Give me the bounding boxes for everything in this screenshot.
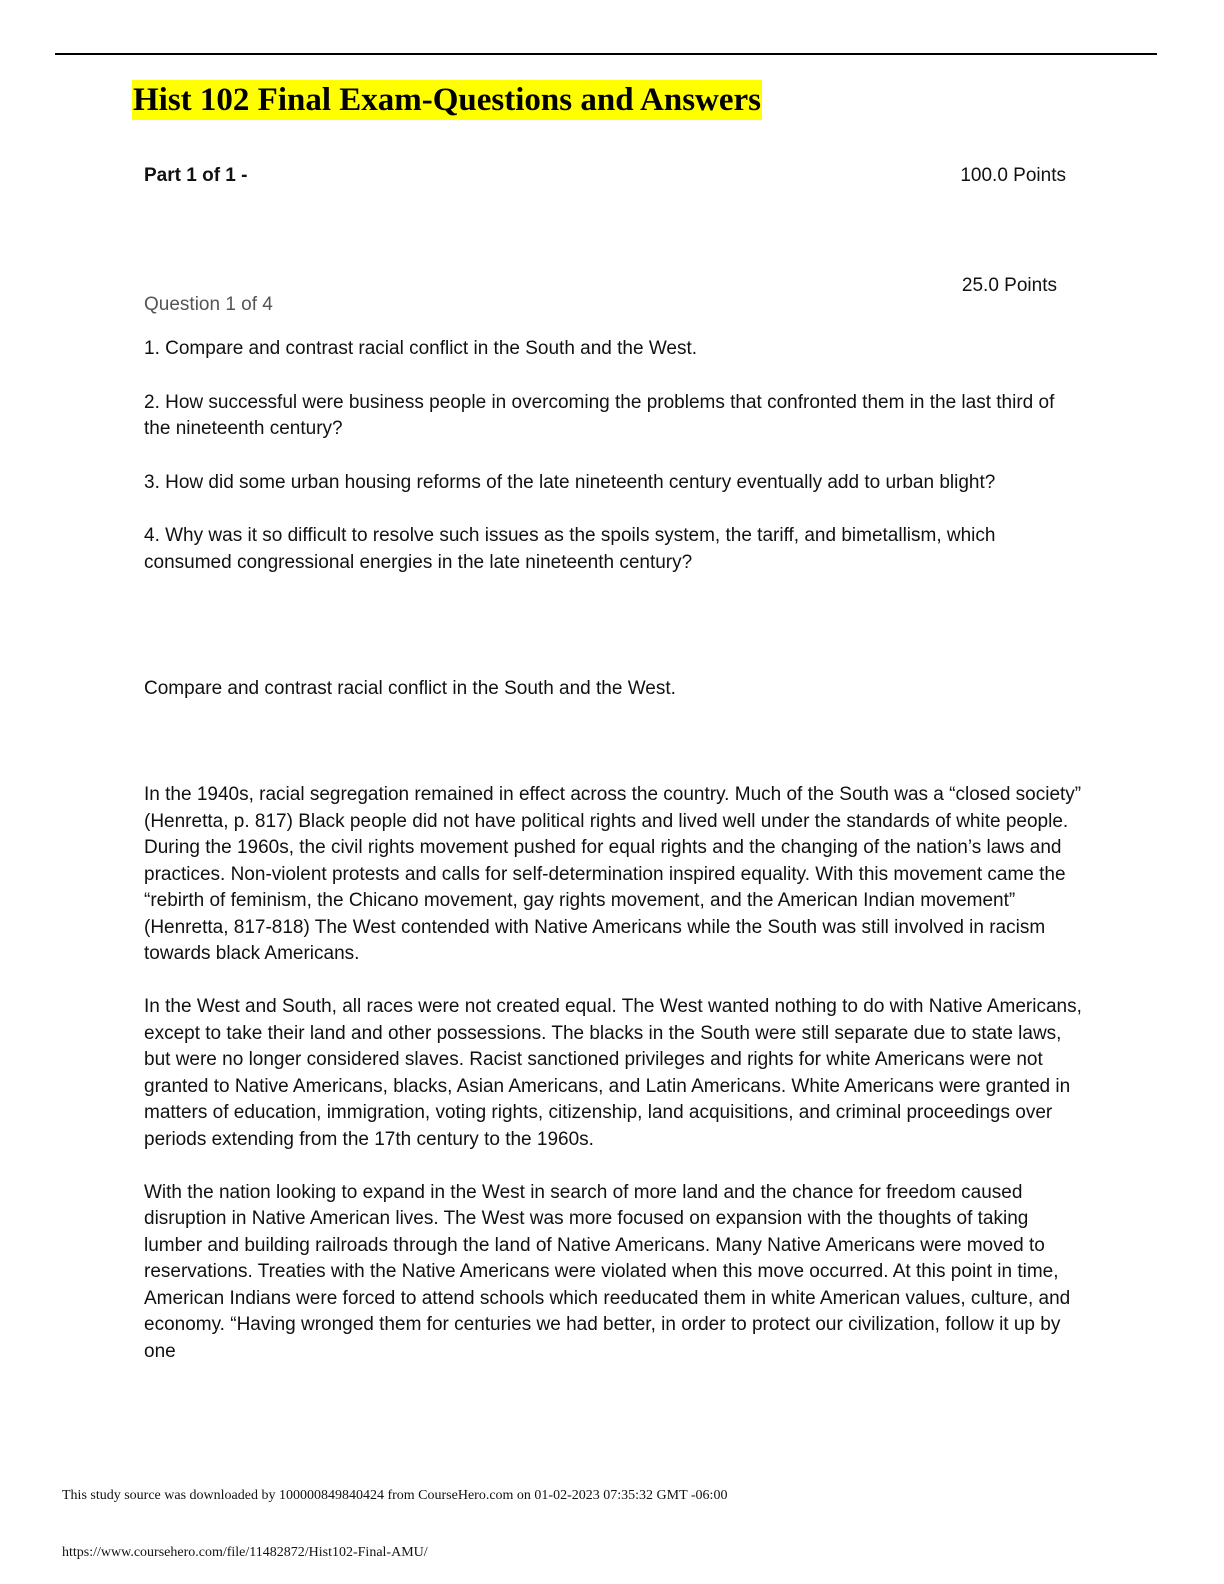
top-rule — [55, 53, 1157, 55]
footer-source-note: This study source was downloaded by 100000849840424 from CourseHero.com on 01-02-2023 07:35:32 GMT -06:00 — [62, 1488, 728, 1503]
answer-paragraph: In the West and South, all races were not created equal. The West wanted nothing to do with Native Americans, except to take their land and other possessions. The blacks in the South were still separate due to state laws, but were no longer considered slaves. Racist sanctioned privileges and rights for white Americans were not granted to Native Americans, blacks, Asian Americans, and Latin Americans. White Americans were granted in matters of education, immigration, voting rights, citizenship, land acquisitions, and criminal proceedings over periods extending from the 17th century to the 1960s. — [144, 996, 1082, 1150]
answer-heading: Compare and contrast racial conflict in the South and the West. — [144, 678, 676, 699]
question-item: 3. How did some urban housing reforms of the late nineteenth century eventually add to urban blight? — [144, 471, 996, 493]
question-item: 2. How successful were business people in overcoming the problems that confronted them in the last third of the nineteenth century? — [144, 391, 1055, 439]
question-label: Question 1 of 4 — [144, 294, 273, 315]
part-label: Part 1 of 1 - — [144, 165, 248, 186]
part-points: 100.0 Points — [960, 165, 1066, 186]
answer-paragraph: In the 1940s, racial segregation remained in effect across the country. Much of the South was a “closed society” (Henretta, p. 817) Black people did not have political rights and lived well under the standards of white people. During the 1960s, the civil rights movement pushed for equal rights and the changing of the nation’s laws and practices. Non-violent protests and calls for self-determination inspired equality. With this movement came the “rebirth of feminism, the Chicano movement, gay rights movement, and the American Indian movement” (Henretta, 817-818) The West contended with Native Americans while the South was still involved in racism towards black Americans. — [144, 784, 1082, 964]
question-item: 4. Why was it so difficult to resolve such issues as the spoils system, the tariff, and bimetallism, which consumed congressional energies in the late nineteenth century? — [144, 525, 996, 573]
question-points: 25.0 Points — [961, 275, 1057, 296]
document-title: Hist 102 Final Exam-Questions and Answers — [133, 82, 761, 118]
answer-paragraph: With the nation looking to expand in the West in search of more land and the chance for freedom caused disruption in Native American lives. The West was more focused on expansion with the thoughts of taking lumber and building railroads through the land of Native Americans. Many Native Americans were moved to reservations. Treaties with the Native Americans were violated when this move occurred. At this point in time, American Indians were forced to attend schools which reeducated them in white American values, culture, and economy. “Having wronged them for centuries we had better, in order to protect our civilization, follow it up by one — [144, 1181, 1071, 1362]
question-list — [144, 336, 1074, 603]
footer-url-link[interactable]: https://www.coursehero.com/file/11482872/Hist102-Final-AMU/ — [62, 1545, 428, 1560]
question-item: 1. Compare and contrast racial conflict in the South and the West. — [144, 338, 698, 359]
answer-body — [144, 782, 1084, 1392]
